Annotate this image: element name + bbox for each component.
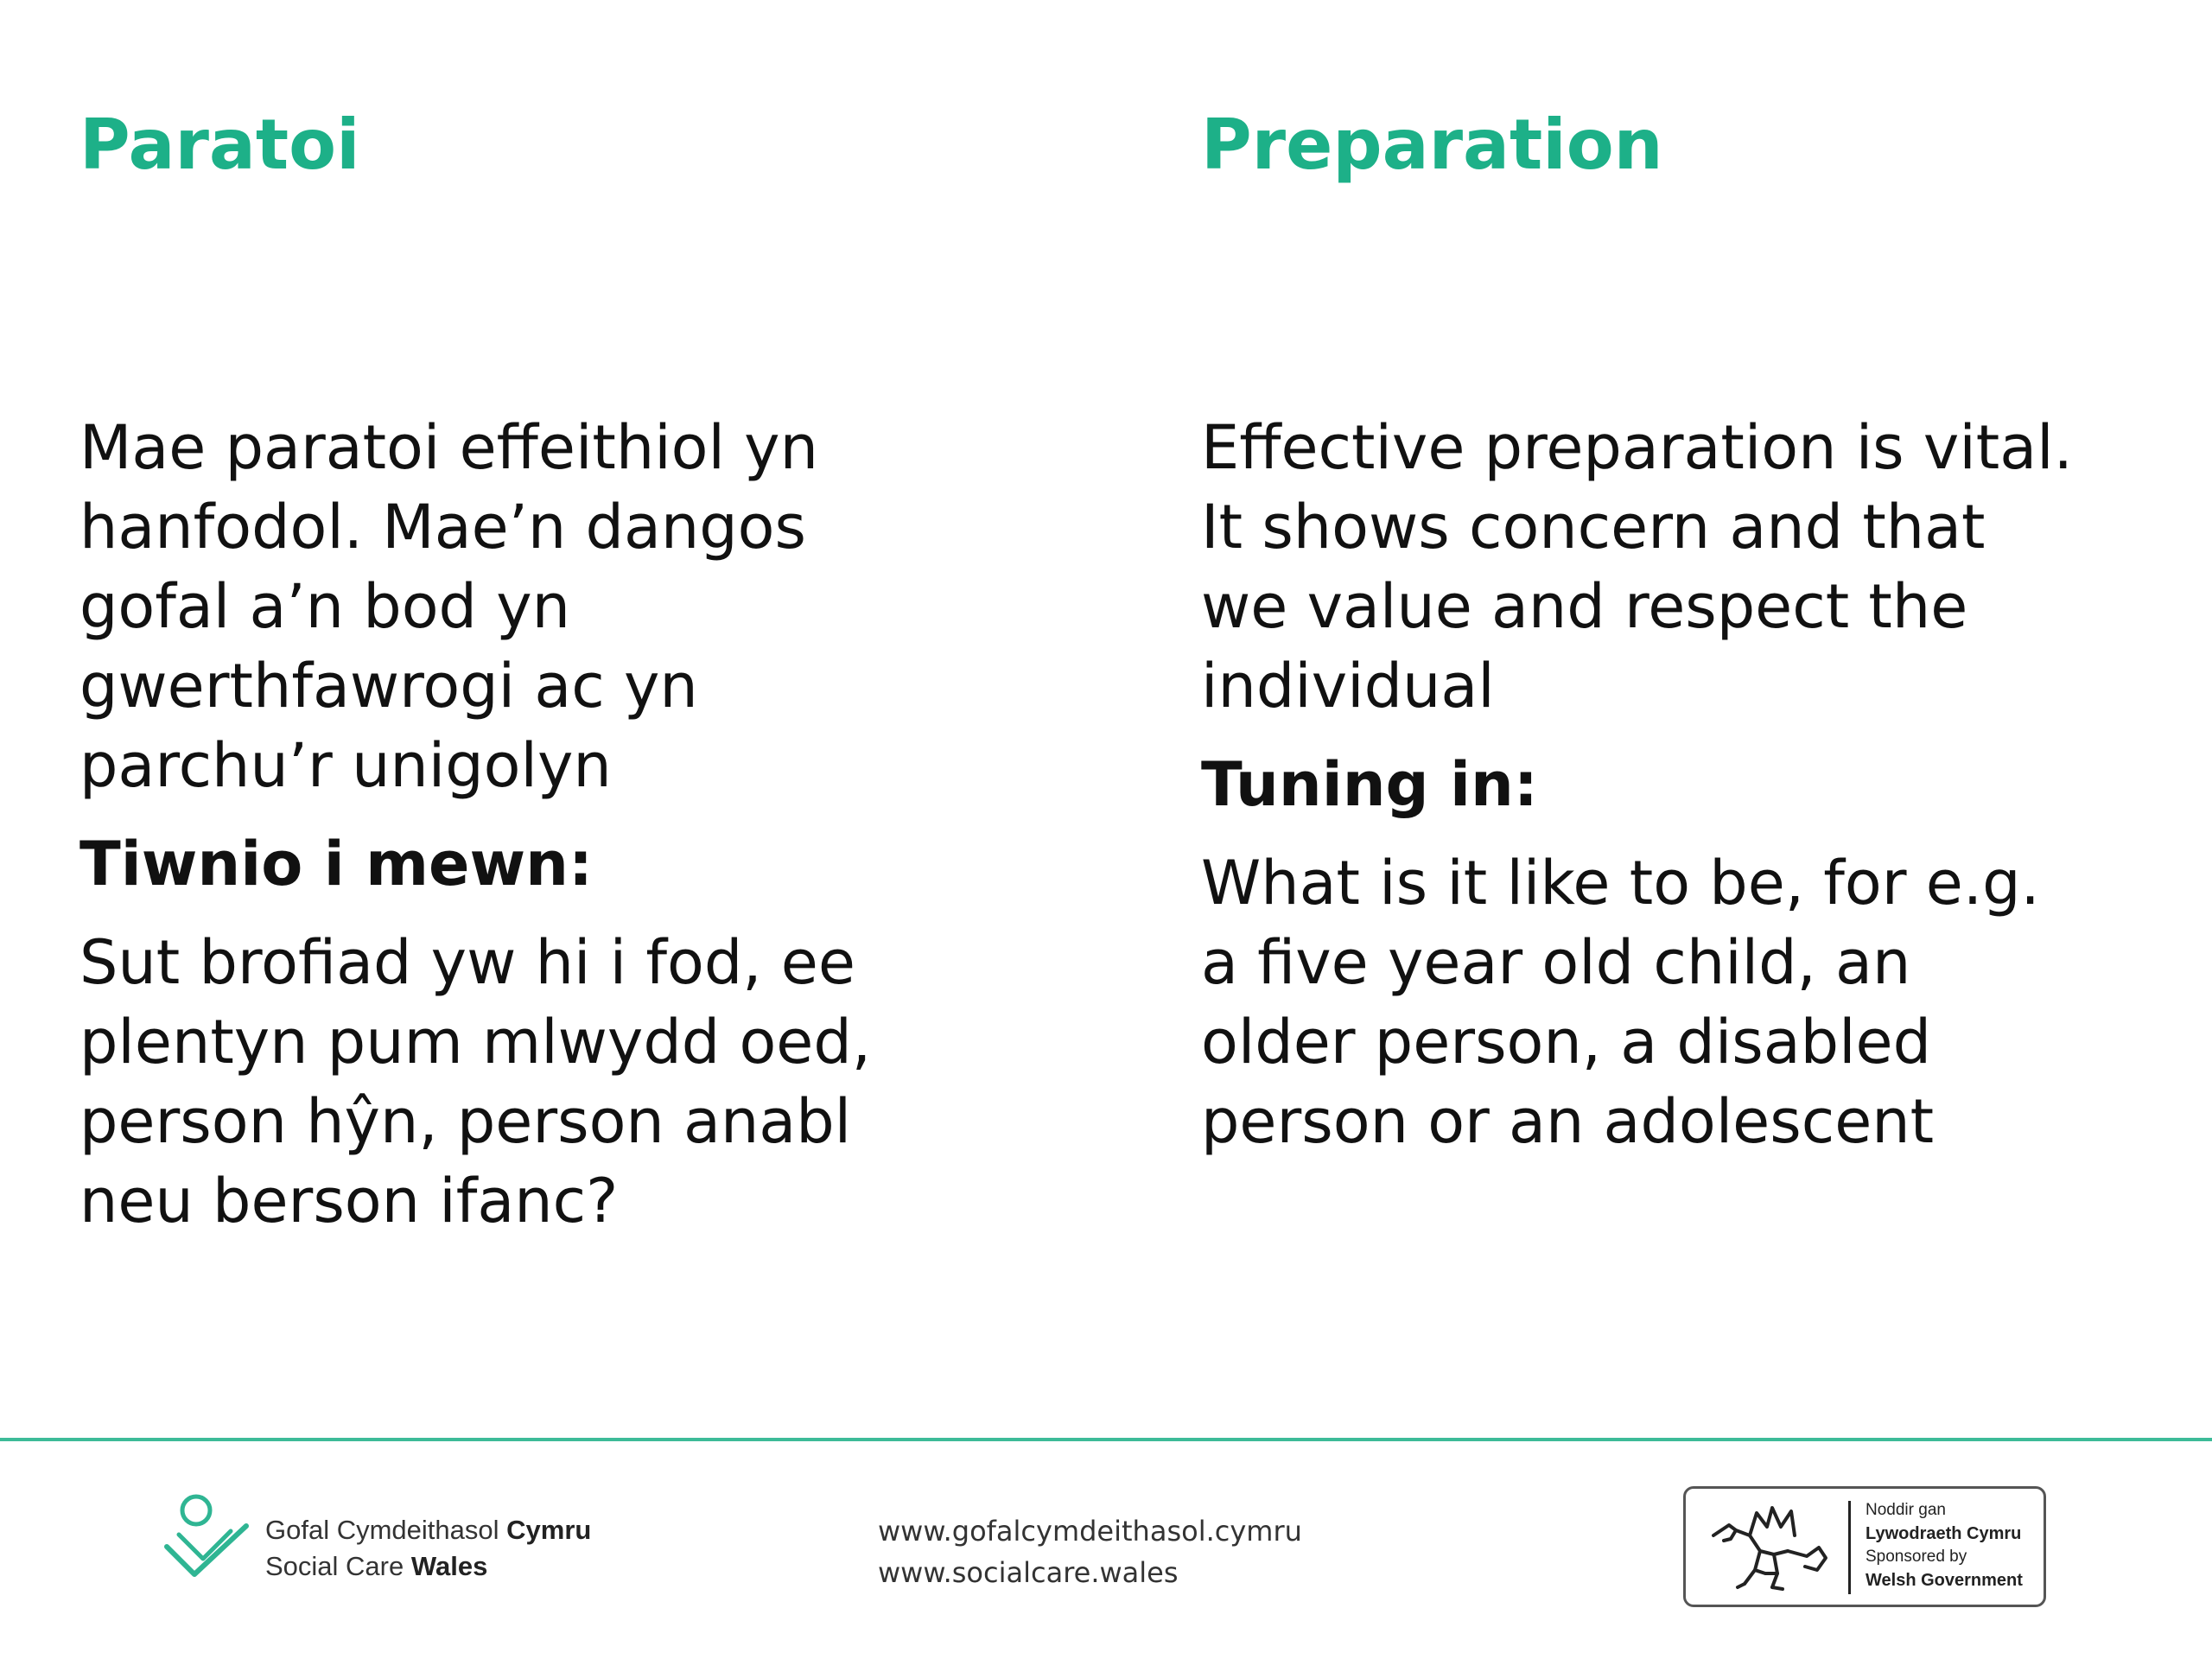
welsh-body bbox=[79, 408, 1099, 1241]
logo-wordmark bbox=[265, 1512, 591, 1585]
social-care-wales-logo-icon bbox=[160, 1493, 255, 1588]
welsh-subheading: Tiwnio i mewn: bbox=[79, 829, 593, 899]
english-title: Preparation bbox=[1201, 105, 1663, 185]
logo-line1-prefix: Gofal Cymdeithasol bbox=[265, 1515, 499, 1545]
gov-en: Welsh Government bbox=[1866, 1571, 2023, 1590]
welsh-title: Paratoi bbox=[79, 105, 360, 185]
english-url-link[interactable]: www.socialcare.wales bbox=[878, 1556, 1179, 1589]
sponsored-cy: Noddir gan bbox=[1866, 1501, 1946, 1519]
english-question: What is it like to be, for e.g. a five year old child, an older person, a disabled person or an adolescent bbox=[1201, 848, 2040, 1157]
welsh-url-link[interactable]: www.gofalcymdeithasol.cymru bbox=[878, 1515, 1302, 1548]
welsh-dragon-icon bbox=[1705, 1501, 1834, 1594]
logo-line2-bold: Wales bbox=[410, 1551, 488, 1581]
social-care-wales-logo bbox=[160, 1493, 609, 1588]
footer-urls bbox=[878, 1510, 1302, 1593]
logo-line2-prefix: Social Care bbox=[265, 1551, 404, 1581]
logo-line1-bold: Cymru bbox=[506, 1515, 592, 1545]
welsh-question: Sut brofiad yw hi i fod, ee plentyn pum mlwydd oed, person hŷn, person anabl neu berson ifanc? bbox=[79, 927, 872, 1236]
sponsored-en: Sponsored by bbox=[1866, 1548, 1967, 1566]
badge-text bbox=[1866, 1499, 2023, 1592]
gov-cy: Lywodraeth Cymru bbox=[1866, 1524, 2022, 1543]
english-subheading: Tuning in: bbox=[1201, 749, 1538, 820]
badge-divider bbox=[1848, 1501, 1851, 1594]
welsh-intro: Mae paratoi effeithiol yn hanfodol. Mae’n dangos gofal a’n bod yn gwerthfawrogi ac yn parchu’r unigolyn bbox=[79, 412, 818, 801]
welsh-government-badge bbox=[1683, 1486, 2046, 1607]
english-intro: Effective preparation is vital. It shows concern and that we value and respect the individual bbox=[1201, 412, 2073, 721]
english-body bbox=[1201, 408, 2195, 1161]
footer-divider bbox=[0, 1438, 2212, 1441]
